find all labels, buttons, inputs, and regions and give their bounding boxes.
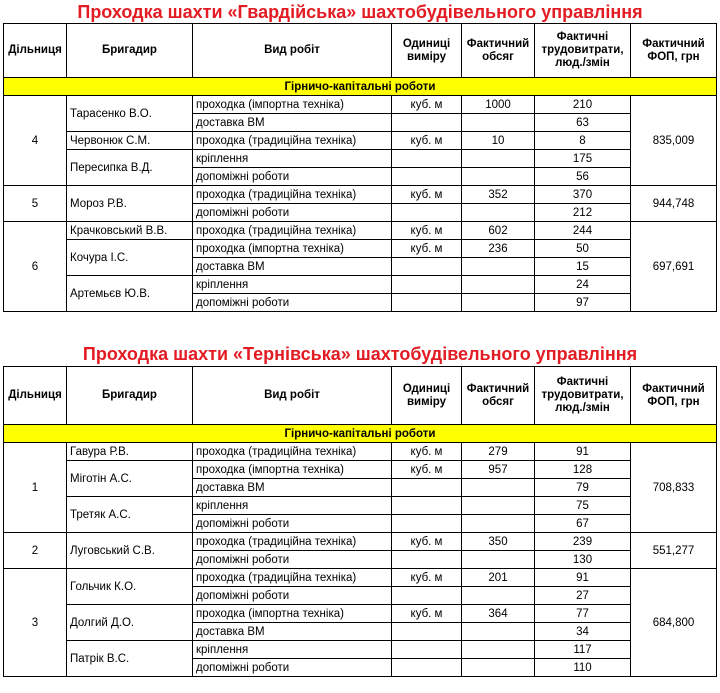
- unit-cell: [392, 114, 462, 132]
- labor-cell: 79: [535, 479, 631, 497]
- unit-cell: [392, 204, 462, 222]
- unit-cell: [392, 479, 462, 497]
- payroll-cell: 944,748: [631, 186, 717, 222]
- header-payroll: Фактичний ФОП, грн: [631, 24, 717, 78]
- volume-cell: [462, 294, 535, 312]
- labor-cell: 128: [535, 461, 631, 479]
- table-row: [4, 461, 717, 479]
- table-row: [4, 132, 717, 150]
- table-row: [4, 497, 717, 515]
- labor-cell: 97: [535, 294, 631, 312]
- labor-cell: 91: [535, 569, 631, 587]
- unit-cell: [392, 150, 462, 168]
- unit-cell: куб. м: [392, 132, 462, 150]
- table-1-title: Проходка шахти «Гвардійська» шахтобудівельного управління: [77, 2, 643, 22]
- work-type-cell: проходка (традиційна техніка): [193, 186, 392, 204]
- table-row: [4, 569, 717, 587]
- work-type-cell: проходка (традиційна техніка): [193, 443, 392, 461]
- section-number: 3: [4, 569, 67, 677]
- volume-cell: 602: [462, 222, 535, 240]
- foreman-cell: Третяк А.С.: [67, 497, 193, 533]
- section-number: 1: [4, 443, 67, 533]
- table-row: [4, 641, 717, 659]
- header-units: Одиниці виміру: [392, 24, 462, 78]
- table-row: [4, 96, 717, 114]
- header-foreman: Бригадир: [67, 367, 193, 425]
- section-number: 5: [4, 186, 67, 222]
- volume-cell: 236: [462, 240, 535, 258]
- foreman-cell: Мороз Р.В.: [67, 186, 193, 222]
- payroll-cell: 708,833: [631, 443, 717, 533]
- table-row: [4, 186, 717, 204]
- volume-cell: [462, 551, 535, 569]
- table-row: [4, 150, 717, 168]
- header-section: Дільниця: [4, 367, 67, 425]
- unit-cell: куб. м: [392, 186, 462, 204]
- work-type-cell: проходка (традиційна техніка): [193, 533, 392, 551]
- volume-cell: 279: [462, 443, 535, 461]
- payroll-cell: 684,800: [631, 569, 717, 677]
- table-2-title: Проходка шахти «Тернівська» шахтобудівельного управління: [82, 344, 638, 364]
- section-row: [4, 78, 717, 96]
- unit-cell: [392, 641, 462, 659]
- unit-cell: [392, 659, 462, 677]
- volume-cell: 350: [462, 533, 535, 551]
- payroll-cell: 697,691: [631, 222, 717, 312]
- labor-cell: 91: [535, 443, 631, 461]
- volume-cell: 201: [462, 569, 535, 587]
- header-labor: Фактичні трудовитрати, люд./змін: [535, 367, 631, 425]
- work-type-cell: допоміжні роботи: [193, 204, 392, 222]
- foreman-cell: Крачковський В.В.: [67, 222, 193, 240]
- foreman-cell: Гавура Р.В.: [67, 443, 193, 461]
- volume-cell: [462, 114, 535, 132]
- work-type-cell: кріплення: [193, 641, 392, 659]
- section-number: 6: [4, 222, 67, 312]
- volume-cell: [462, 515, 535, 533]
- header-units: Одиниці виміру: [392, 367, 462, 425]
- labor-cell: 212: [535, 204, 631, 222]
- unit-cell: [392, 258, 462, 276]
- section-number: 2: [4, 533, 67, 569]
- work-type-cell: допоміжні роботи: [193, 551, 392, 569]
- unit-cell: куб. м: [392, 569, 462, 587]
- unit-cell: куб. м: [392, 222, 462, 240]
- unit-cell: куб. м: [392, 443, 462, 461]
- labor-cell: 50: [535, 240, 631, 258]
- mine-gvardiiska-table: [3, 23, 717, 312]
- labor-cell: 210: [535, 96, 631, 114]
- header-row: [4, 367, 717, 425]
- volume-cell: 364: [462, 605, 535, 623]
- work-type-cell: кріплення: [193, 150, 392, 168]
- unit-cell: куб. м: [392, 461, 462, 479]
- section-label: Гірничо-капітальні роботи: [4, 78, 717, 96]
- volume-cell: [462, 479, 535, 497]
- work-type-cell: доставка ВМ: [193, 258, 392, 276]
- work-type-cell: проходка (традиційна техніка): [193, 222, 392, 240]
- table-row: [4, 276, 717, 294]
- work-type-cell: доставка ВМ: [193, 479, 392, 497]
- volume-cell: 10: [462, 132, 535, 150]
- labor-cell: 175: [535, 150, 631, 168]
- work-type-cell: проходка (імпортна техніка): [193, 96, 392, 114]
- unit-cell: [392, 497, 462, 515]
- foreman-cell: Кочура І.С.: [67, 240, 193, 276]
- header-payroll: Фактичний ФОП, грн: [631, 367, 717, 425]
- unit-cell: [392, 587, 462, 605]
- volume-cell: 1000: [462, 96, 535, 114]
- labor-cell: 34: [535, 623, 631, 641]
- labor-cell: 110: [535, 659, 631, 677]
- labor-cell: 8: [535, 132, 631, 150]
- table-row: [4, 533, 717, 551]
- foreman-cell: Гольчик К.О.: [67, 569, 193, 605]
- labor-cell: 130: [535, 551, 631, 569]
- work-type-cell: проходка (традиційна техніка): [193, 569, 392, 587]
- work-type-cell: доставка ВМ: [193, 623, 392, 641]
- volume-cell: [462, 276, 535, 294]
- foreman-cell: Артемьєв Ю.В.: [67, 276, 193, 312]
- unit-cell: [392, 515, 462, 533]
- work-type-cell: допоміжні роботи: [193, 587, 392, 605]
- header-row: [4, 24, 717, 78]
- labor-cell: 63: [535, 114, 631, 132]
- unit-cell: [392, 623, 462, 641]
- volume-cell: [462, 587, 535, 605]
- work-type-cell: проходка (імпортна техніка): [193, 461, 392, 479]
- volume-cell: [462, 150, 535, 168]
- table-row: [4, 605, 717, 623]
- work-type-cell: проходка (імпортна техніка): [193, 240, 392, 258]
- unit-cell: [392, 276, 462, 294]
- mine-ternivska-table: [3, 366, 717, 677]
- labor-cell: 75: [535, 497, 631, 515]
- labor-cell: 77: [535, 605, 631, 623]
- labor-cell: 117: [535, 641, 631, 659]
- work-type-cell: допоміжні роботи: [193, 515, 392, 533]
- foreman-cell: Пересипка В.Д.: [67, 150, 193, 186]
- unit-cell: куб. м: [392, 605, 462, 623]
- header-labor: Фактичні трудовитрати, люд./змін: [535, 24, 631, 78]
- work-type-cell: доставка ВМ: [193, 114, 392, 132]
- work-type-cell: допоміжні роботи: [193, 659, 392, 677]
- volume-cell: [462, 168, 535, 186]
- labor-cell: 56: [535, 168, 631, 186]
- work-type-cell: допоміжні роботи: [193, 168, 392, 186]
- labor-cell: 370: [535, 186, 631, 204]
- labor-cell: 244: [535, 222, 631, 240]
- foreman-cell: Долгий Д.О.: [67, 605, 193, 641]
- section-row: [4, 425, 717, 443]
- foreman-cell: Тарасенко В.О.: [67, 96, 193, 132]
- table-row: [4, 443, 717, 461]
- volume-cell: [462, 258, 535, 276]
- volume-cell: [462, 204, 535, 222]
- payroll-cell: 551,277: [631, 533, 717, 569]
- unit-cell: куб. м: [392, 96, 462, 114]
- unit-cell: [392, 551, 462, 569]
- unit-cell: [392, 168, 462, 186]
- labor-cell: 15: [535, 258, 631, 276]
- table-row: [4, 240, 717, 258]
- payroll-cell: 835,009: [631, 96, 717, 186]
- volume-cell: [462, 497, 535, 515]
- labor-cell: 24: [535, 276, 631, 294]
- foreman-cell: Червонюк С.М.: [67, 132, 193, 150]
- work-type-cell: допоміжні роботи: [193, 294, 392, 312]
- header-work-type: Вид робіт: [193, 367, 392, 425]
- unit-cell: куб. м: [392, 240, 462, 258]
- volume-cell: [462, 659, 535, 677]
- table-row: [4, 222, 717, 240]
- foreman-cell: Міготін А.С.: [67, 461, 193, 497]
- header-foreman: Бригадир: [67, 24, 193, 78]
- labor-cell: 239: [535, 533, 631, 551]
- header-section: Дільниця: [4, 24, 67, 78]
- foreman-cell: Луговський С.В.: [67, 533, 193, 569]
- header-volume: Фактичний обсяг: [462, 24, 535, 78]
- volume-cell: [462, 641, 535, 659]
- unit-cell: [392, 294, 462, 312]
- work-type-cell: кріплення: [193, 276, 392, 294]
- labor-cell: 67: [535, 515, 631, 533]
- unit-cell: куб. м: [392, 533, 462, 551]
- volume-cell: [462, 623, 535, 641]
- section-number: 4: [4, 96, 67, 186]
- work-type-cell: проходка (традиційна техніка): [193, 132, 392, 150]
- header-work-type: Вид робіт: [193, 24, 392, 78]
- labor-cell: 27: [535, 587, 631, 605]
- foreman-cell: Патрік В.С.: [67, 641, 193, 677]
- volume-cell: 352: [462, 186, 535, 204]
- header-volume: Фактичний обсяг: [462, 367, 535, 425]
- section-label: Гірничо-капітальні роботи: [4, 425, 717, 443]
- volume-cell: 957: [462, 461, 535, 479]
- work-type-cell: проходка (імпортна техніка): [193, 605, 392, 623]
- work-type-cell: кріплення: [193, 497, 392, 515]
